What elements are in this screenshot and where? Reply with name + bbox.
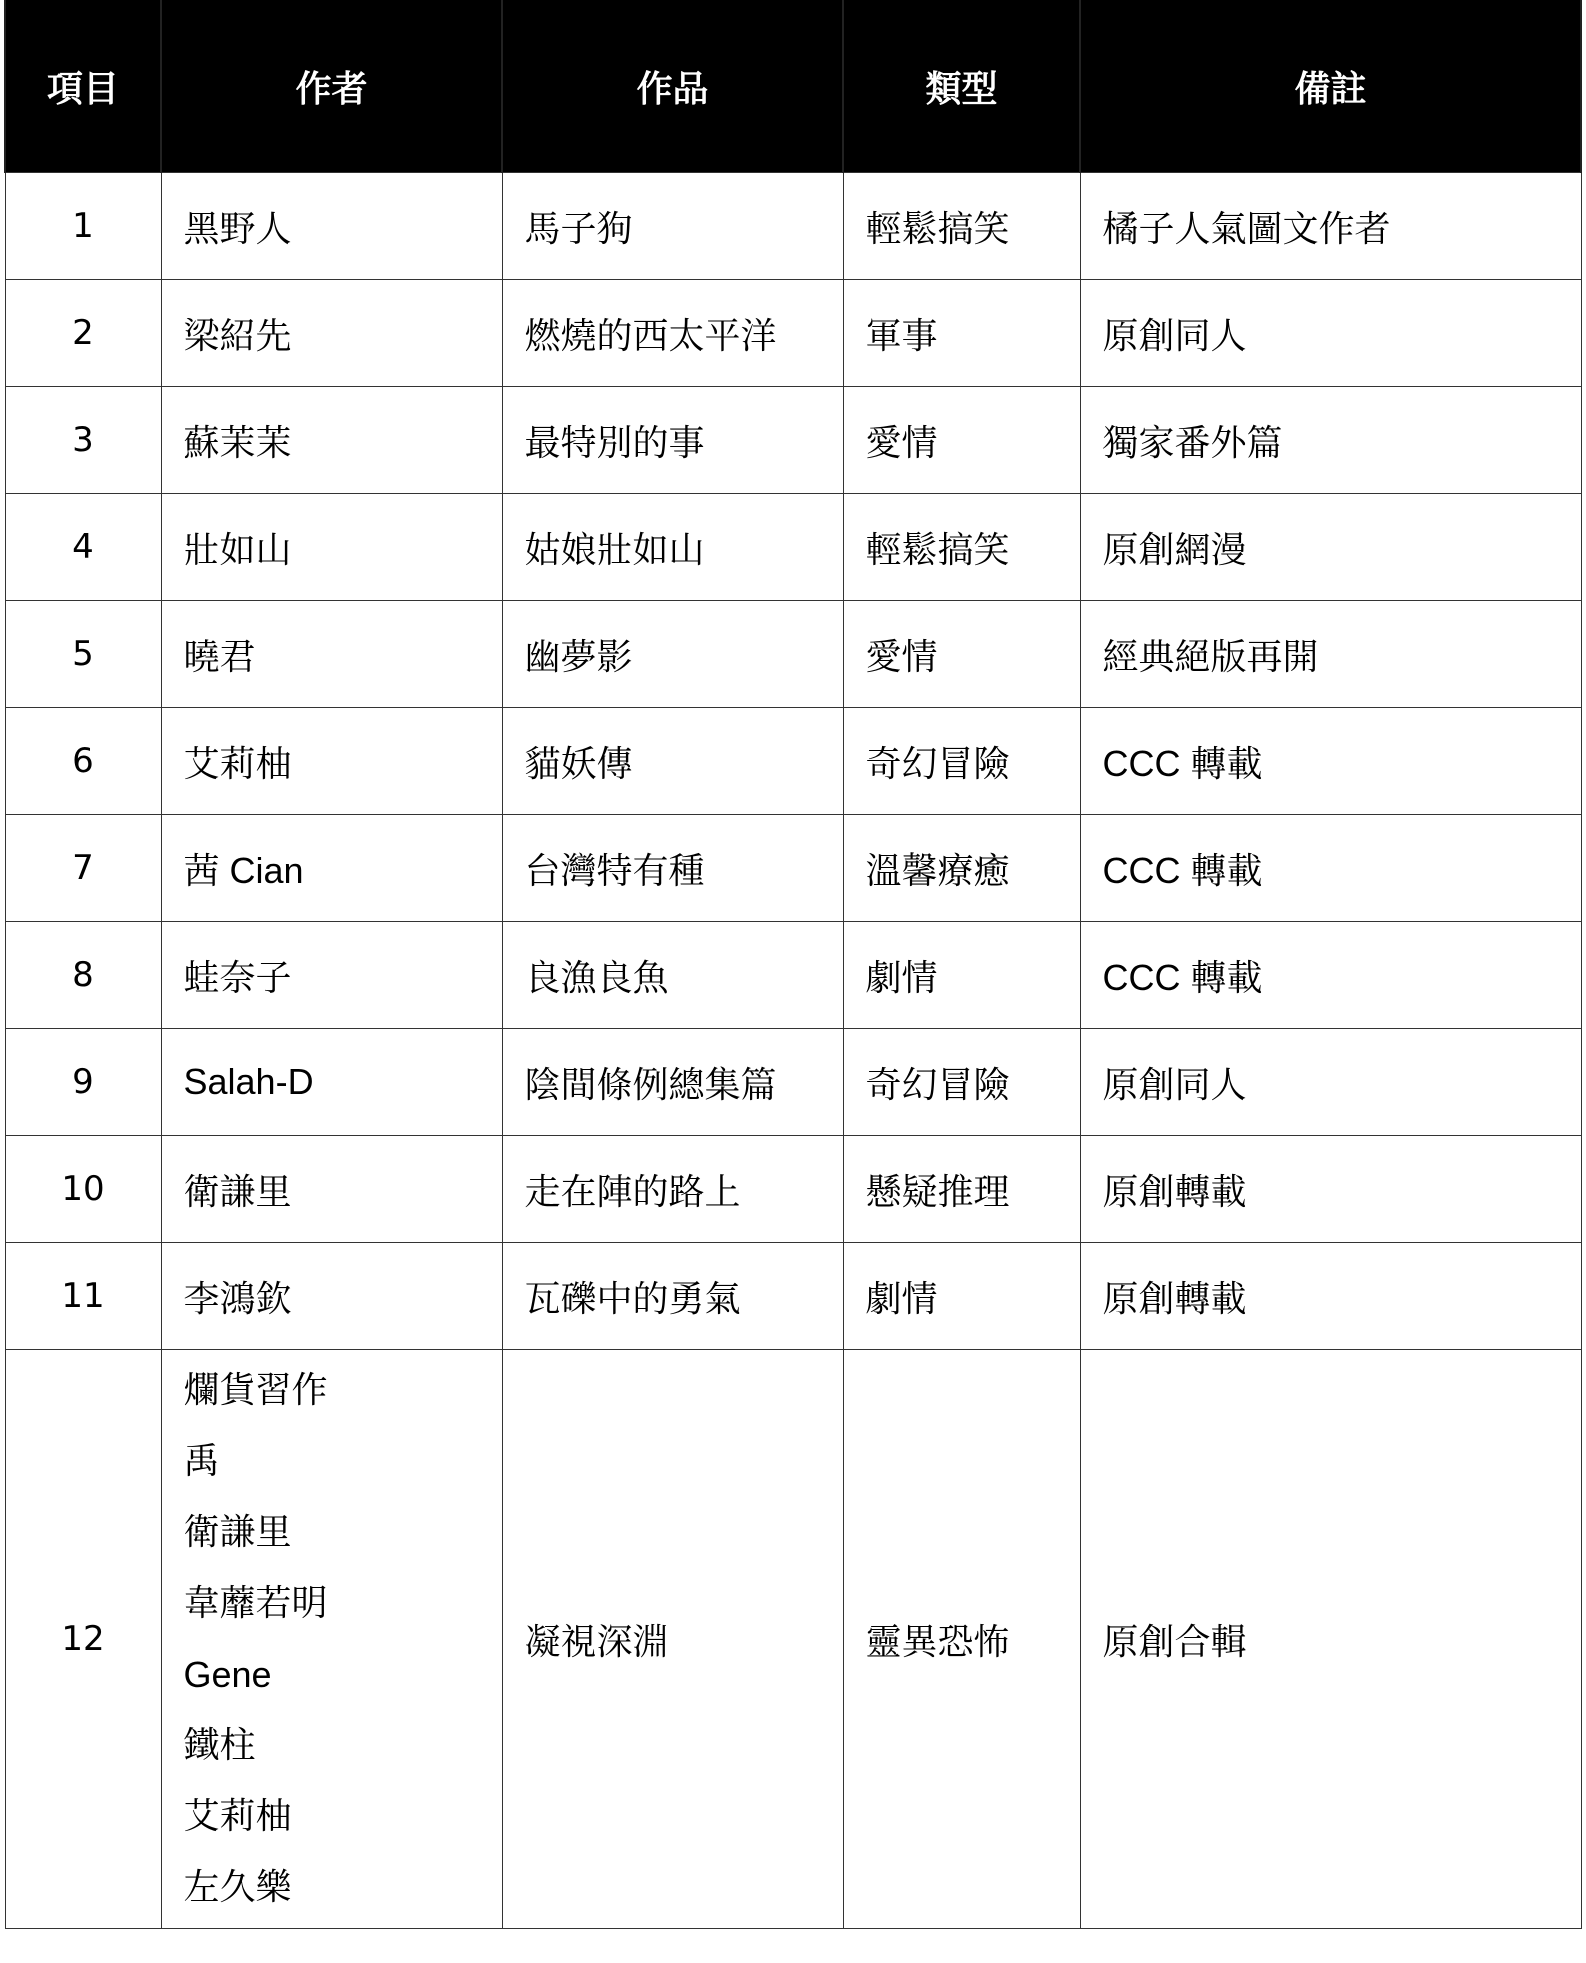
author-name: 韋蘼若明 [183,1583,328,1624]
cell-note: 原創網漫 [1080,494,1581,601]
cell-genre: 靈異恐怖 [843,1350,1080,1929]
cell-note: CCC 轉載 [1080,922,1581,1029]
table-row [5,387,1581,494]
cell-note: CCC 轉載 [1080,708,1581,815]
cell-work: 陰間條例總集篇 [502,1029,843,1136]
author-name: 左久樂 [183,1867,292,1908]
cell-item: 9 [5,1029,161,1136]
cell-note: 原創同人 [1080,1029,1581,1136]
cell-work: 走在陣的路上 [502,1136,843,1243]
cell-item: 1 [5,173,161,280]
table-row [5,708,1581,815]
cell-genre: 奇幻冒險 [843,708,1080,815]
header-work: 作品 [502,0,843,173]
table-row [5,815,1581,922]
cell-genre: 輕鬆搞笑 [843,173,1080,280]
author-name: Gene [183,1654,272,1695]
cell-author: 茜 Cian [161,815,502,922]
cell-genre: 愛情 [843,387,1080,494]
cell-genre: 愛情 [843,601,1080,708]
cell-item: 12 [5,1350,161,1929]
cell-note: 原創轉載 [1080,1243,1581,1350]
cell-genre: 溫馨療癒 [843,815,1080,922]
cell-note: 經典絕版再開 [1080,601,1581,708]
cell-genre: 奇幻冒險 [843,1029,1080,1136]
cell-author: 壯如山 [161,494,502,601]
header-item: 項目 [5,0,161,173]
cell-item: 3 [5,387,161,494]
cell-item: 6 [5,708,161,815]
cell-author: 衛謙里 [161,1136,502,1243]
cell-author-list [161,1350,502,1929]
cell-genre: 劇情 [843,1243,1080,1350]
cell-genre: 軍事 [843,280,1080,387]
cell-author: 黑野人 [161,173,502,280]
header-author: 作者 [161,0,502,173]
cell-work: 凝視深淵 [502,1350,843,1929]
cell-note: 原創同人 [1080,280,1581,387]
cell-work: 最特別的事 [502,387,843,494]
cell-work: 姑娘壯如山 [502,494,843,601]
table-row [5,173,1581,280]
author-name: 衛謙里 [183,1512,292,1553]
cell-author: 蘇茉茉 [161,387,502,494]
header-note: 備註 [1080,0,1581,173]
header-genre: 類型 [843,0,1080,173]
table-row [5,1243,1581,1350]
cell-item: 11 [5,1243,161,1350]
cell-item: 10 [5,1136,161,1243]
cell-work: 良漁良魚 [502,922,843,1029]
comics-table-container [4,0,1580,1929]
table-row [5,922,1581,1029]
cell-item: 5 [5,601,161,708]
table-row [5,1029,1581,1136]
cell-note: 原創合輯 [1080,1350,1581,1929]
cell-work: 瓦礫中的勇氣 [502,1243,843,1350]
table-row [5,280,1581,387]
cell-note: 橘子人氣圖文作者 [1080,173,1581,280]
table-row [5,494,1581,601]
table-header-row [5,0,1581,173]
cell-item: 7 [5,815,161,922]
cell-author: 蛙奈子 [161,922,502,1029]
author-name: 禹 [183,1441,220,1482]
cell-author: 梁紹先 [161,280,502,387]
cell-genre: 懸疑推理 [843,1136,1080,1243]
cell-author: 曉君 [161,601,502,708]
comics-table [4,0,1582,1929]
cell-author: 李鴻欽 [161,1243,502,1350]
cell-work: 台灣特有種 [502,815,843,922]
author-list [184,1355,502,1923]
table-row [5,1350,1581,1929]
cell-work: 燃燒的西太平洋 [502,280,843,387]
cell-item: 2 [5,280,161,387]
cell-item: 8 [5,922,161,1029]
cell-item: 4 [5,494,161,601]
cell-genre: 輕鬆搞笑 [843,494,1080,601]
table-row [5,1136,1581,1243]
cell-work: 貓妖傳 [502,708,843,815]
cell-genre: 劇情 [843,922,1080,1029]
table-row [5,601,1581,708]
cell-author: 艾莉柚 [161,708,502,815]
author-name: 艾莉柚 [183,1796,292,1837]
cell-note: 原創轉載 [1080,1136,1581,1243]
author-name: 爛貨習作 [183,1370,328,1411]
cell-work: 馬子狗 [502,173,843,280]
cell-note: CCC 轉載 [1080,815,1581,922]
cell-author: Salah-D [161,1029,502,1136]
author-name: 鐵柱 [183,1725,256,1766]
cell-work: 幽夢影 [502,601,843,708]
cell-note: 獨家番外篇 [1080,387,1581,494]
